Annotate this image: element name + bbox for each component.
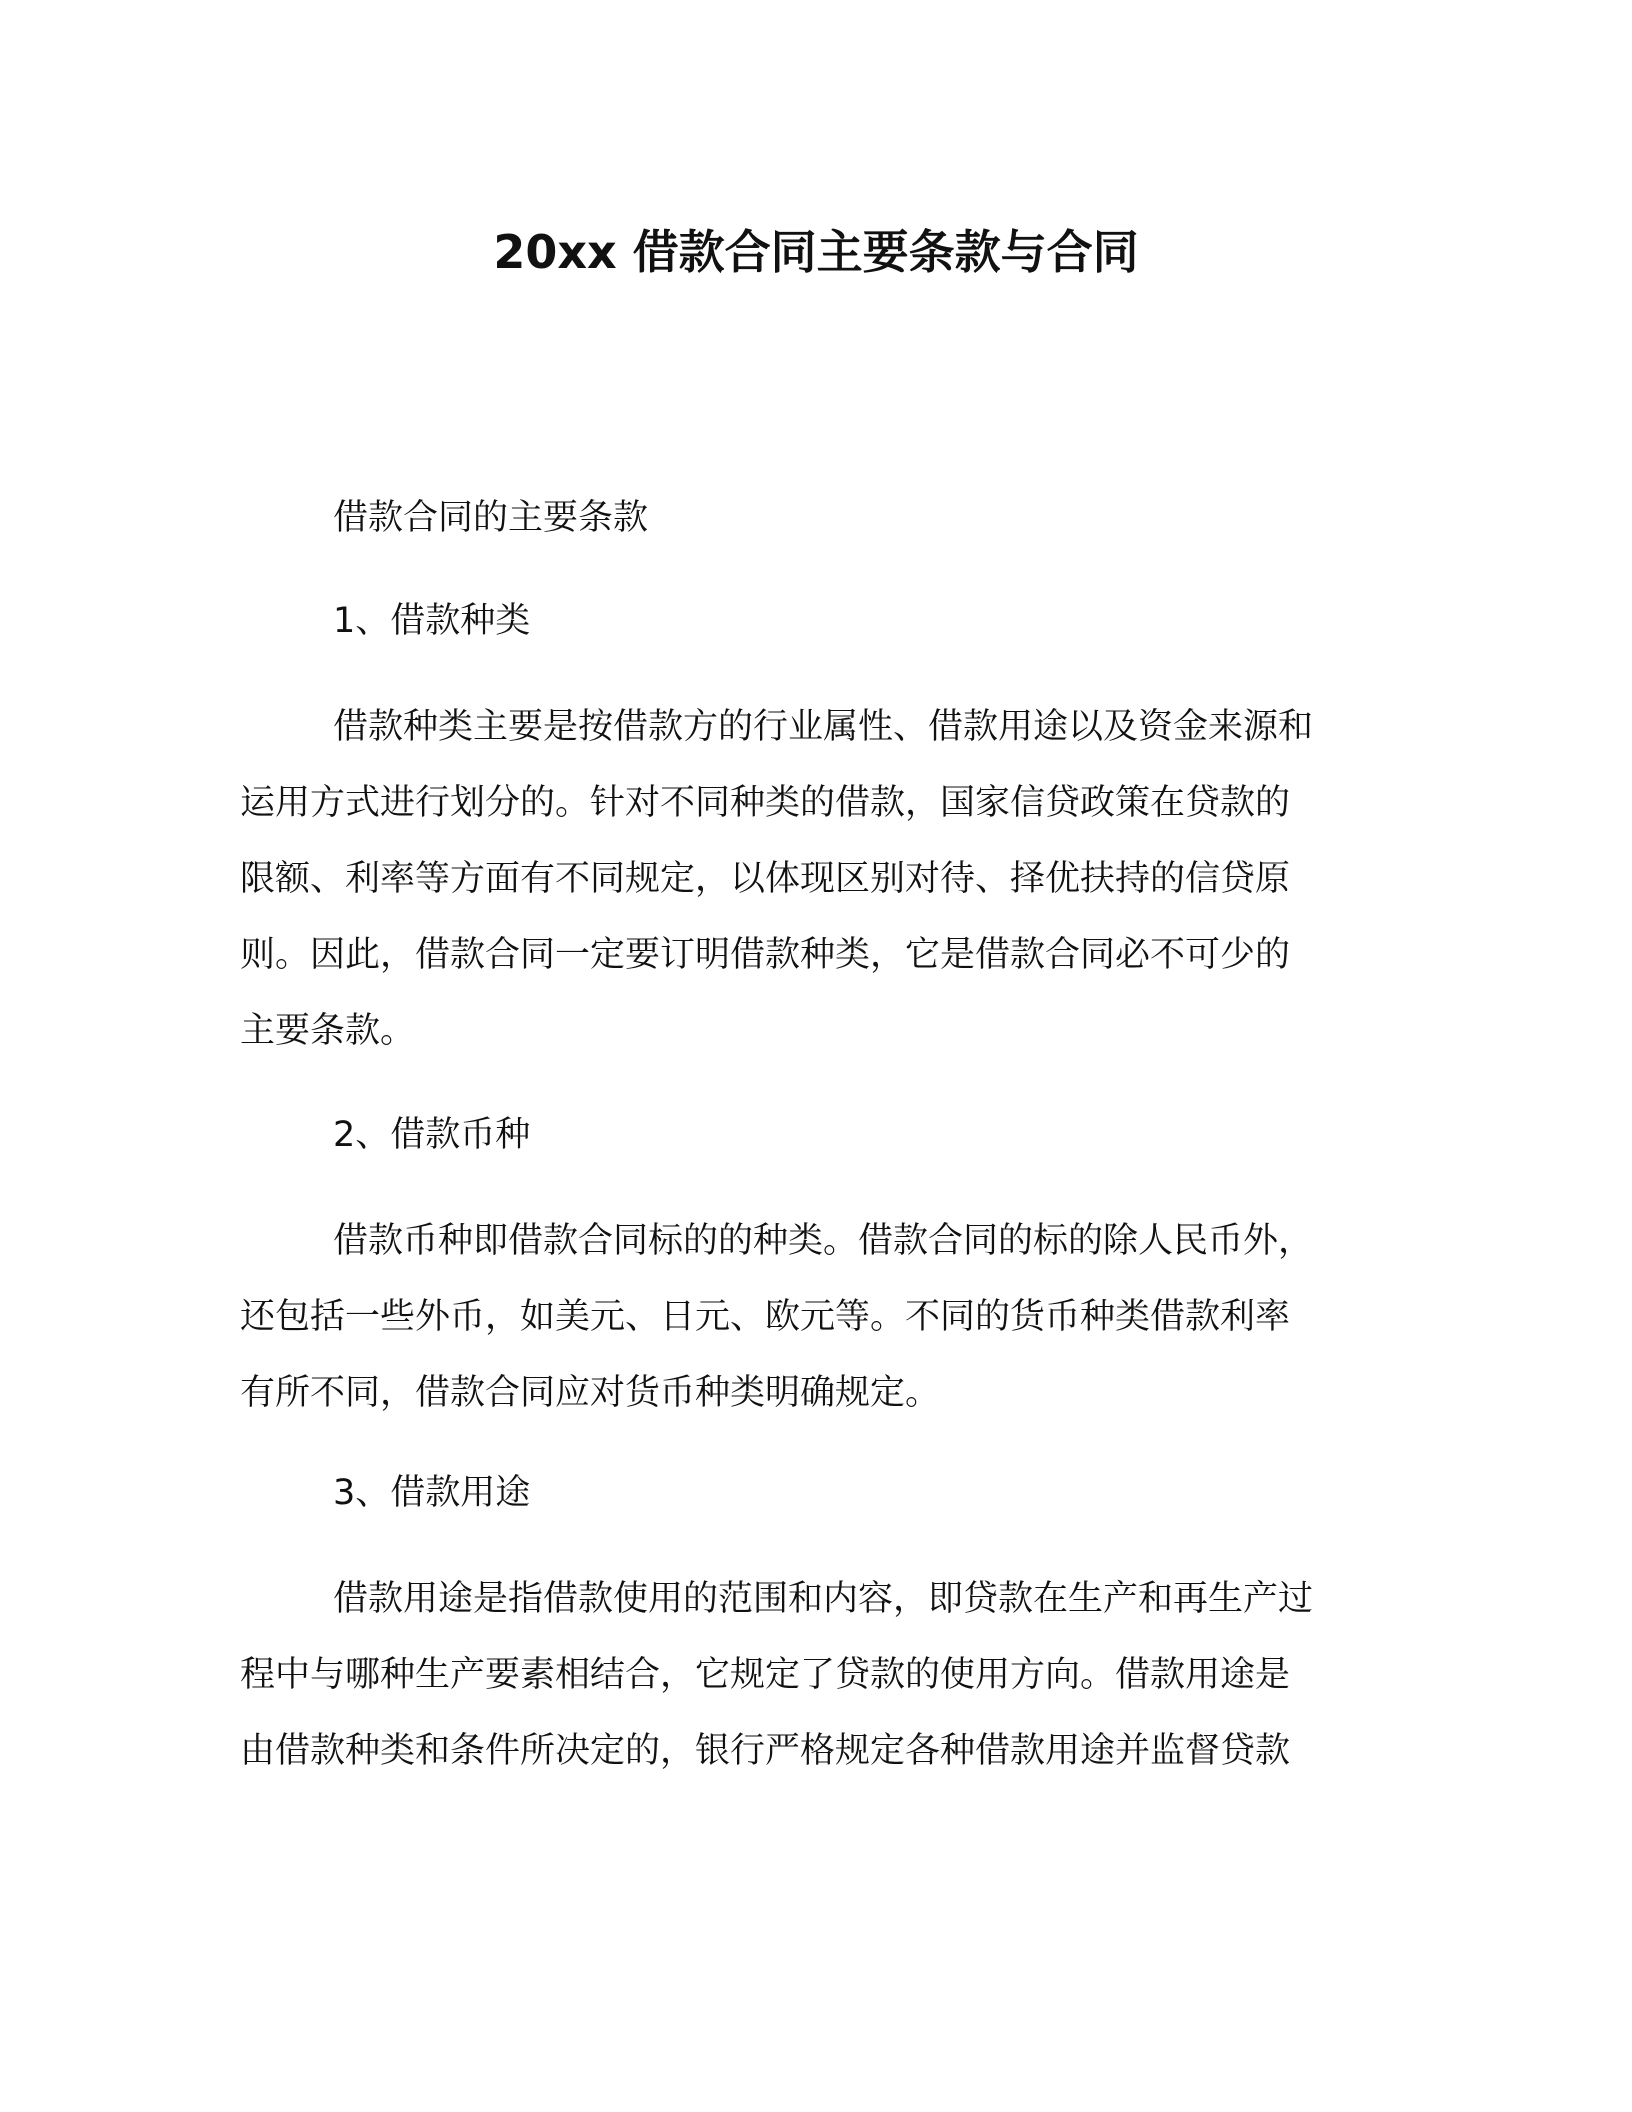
paragraph-line: 运用方式进行划分的。针对不同种类的借款，国家信贷政策在贷款的 — [240, 783, 1291, 823]
paragraph-line: 由借款种类和条件所决定的，银行严格规定各种借款用途并监督贷款 — [240, 1731, 1291, 1771]
item-heading-3: 3、借款用途 — [333, 1473, 531, 1513]
document-title: 20xx 借款合同主要条款与合同 — [493, 225, 1139, 279]
item-paragraph-2 — [240, 1203, 1392, 1431]
section-heading: 借款合同的主要条款 — [333, 498, 649, 538]
item-heading-2: 2、借款币种 — [333, 1115, 531, 1155]
paragraph-line: 程中与哪种生产要素相结合，它规定了贷款的使用方向。借款用途是 — [240, 1655, 1291, 1695]
item-paragraph-3 — [240, 1561, 1392, 1789]
paragraph-line: 有所不同，借款合同应对货币种类明确规定。 — [240, 1373, 941, 1413]
paragraph-line: 限额、利率等方面有不同规定，以体现区别对待、择优扶持的信贷原 — [240, 859, 1291, 899]
paragraph-line: 借款币种即借款合同标的的种类。借款合同的标的除人民币外， — [333, 1221, 1314, 1261]
paragraph-line: 借款用途是指借款使用的范围和内容，即贷款在生产和再生产过 — [333, 1579, 1314, 1619]
paragraph-line: 还包括一些外币，如美元、日元、欧元等。不同的货币种类借款利率 — [240, 1297, 1291, 1337]
paragraph-line: 借款种类主要是按借款方的行业属性、借款用途以及资金来源和 — [333, 707, 1314, 747]
paragraph-line: 主要条款。 — [240, 1011, 416, 1051]
item-paragraph-1 — [240, 689, 1392, 1069]
item-heading-1: 1、借款种类 — [333, 601, 531, 641]
paragraph-line: 则。因此，借款合同一定要订明借款种类，它是借款合同必不可少的 — [240, 935, 1291, 975]
